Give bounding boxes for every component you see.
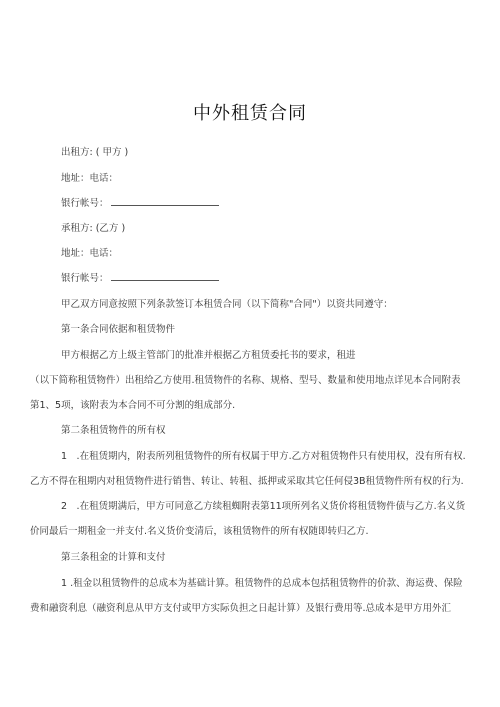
- article-2-text-2: 乙方不得在租期内对租赁物件进行销售、转让、转租、抵押或采取其它任何侵3B租赁物件所有权的行为.: [30, 476, 464, 487]
- lessor-label: 出租方: ( 甲方 ): [61, 147, 129, 158]
- article-1-text-1: 甲方根据乙方上级主管部门的批准并根据乙方租赁委托书的要求，租进: [61, 350, 356, 361]
- article-1-text-2: （以下简称租赁物件）出租给乙方使用.租赁物件的名称、规格、型号、数量和使用地点详见本合同附表: [30, 375, 461, 386]
- lessee-bank-row: [61, 270, 219, 284]
- document-title: 中外租赁合同: [193, 103, 307, 124]
- article-2-text-1: 1 .在租赁期内，附表所列租赁物件的所有权属于甲方.乙方对租赁物件只有使用权，没有所有权.: [61, 451, 466, 462]
- article-3-text-1: 1 .租金以租赁物件的总成本为基础计算。租赁物件的总成本包括租赁物件的价款、海运费、保险: [61, 578, 463, 589]
- article-2-title: 第二条租赁物件的所有权: [61, 425, 166, 436]
- article-1-text-3: 第1、5项，该附表为本合同不可分割的组成部分.: [30, 400, 236, 411]
- lessee-bank-label: 银行帐号：: [61, 273, 109, 284]
- article-2-text-4: 价同最后一期租金一并支付.名义货价变清后，该租赁物件的所有权随即转归乙方.: [30, 526, 369, 537]
- article-3-title: 第三条租金的计算和支付: [61, 552, 166, 563]
- article-1-title: 第一条合同依据和租赁物件: [61, 324, 176, 335]
- lessee-bank-blank: [111, 271, 219, 281]
- lessor-bank-blank: [111, 196, 219, 206]
- lessor-bank-label: 银行帐号：: [61, 198, 109, 209]
- lessor-address: 地址：电话：: [61, 173, 119, 184]
- lessee-label: 承租方: (乙方 ): [61, 223, 126, 234]
- article-3-text-2: 费和融资利息（融资利息从甲方支付或甲方实际负担之日起计算）及银行费用等.总成本是甲方用外汇: [30, 603, 452, 614]
- article-2-text-3: 2 .在租赁期满后，甲方可同意乙方续租蜘附表第11项所列名义货价将租赁物件债与乙方.名义货: [61, 501, 466, 512]
- lessee-address: 地址：电话：: [61, 248, 119, 259]
- lessor-bank-row: [61, 195, 219, 209]
- intro-paragraph: 甲乙双方同意按照下列条款签订本租赁合同（以下简称"合同"）以资共同遵守：: [61, 299, 393, 310]
